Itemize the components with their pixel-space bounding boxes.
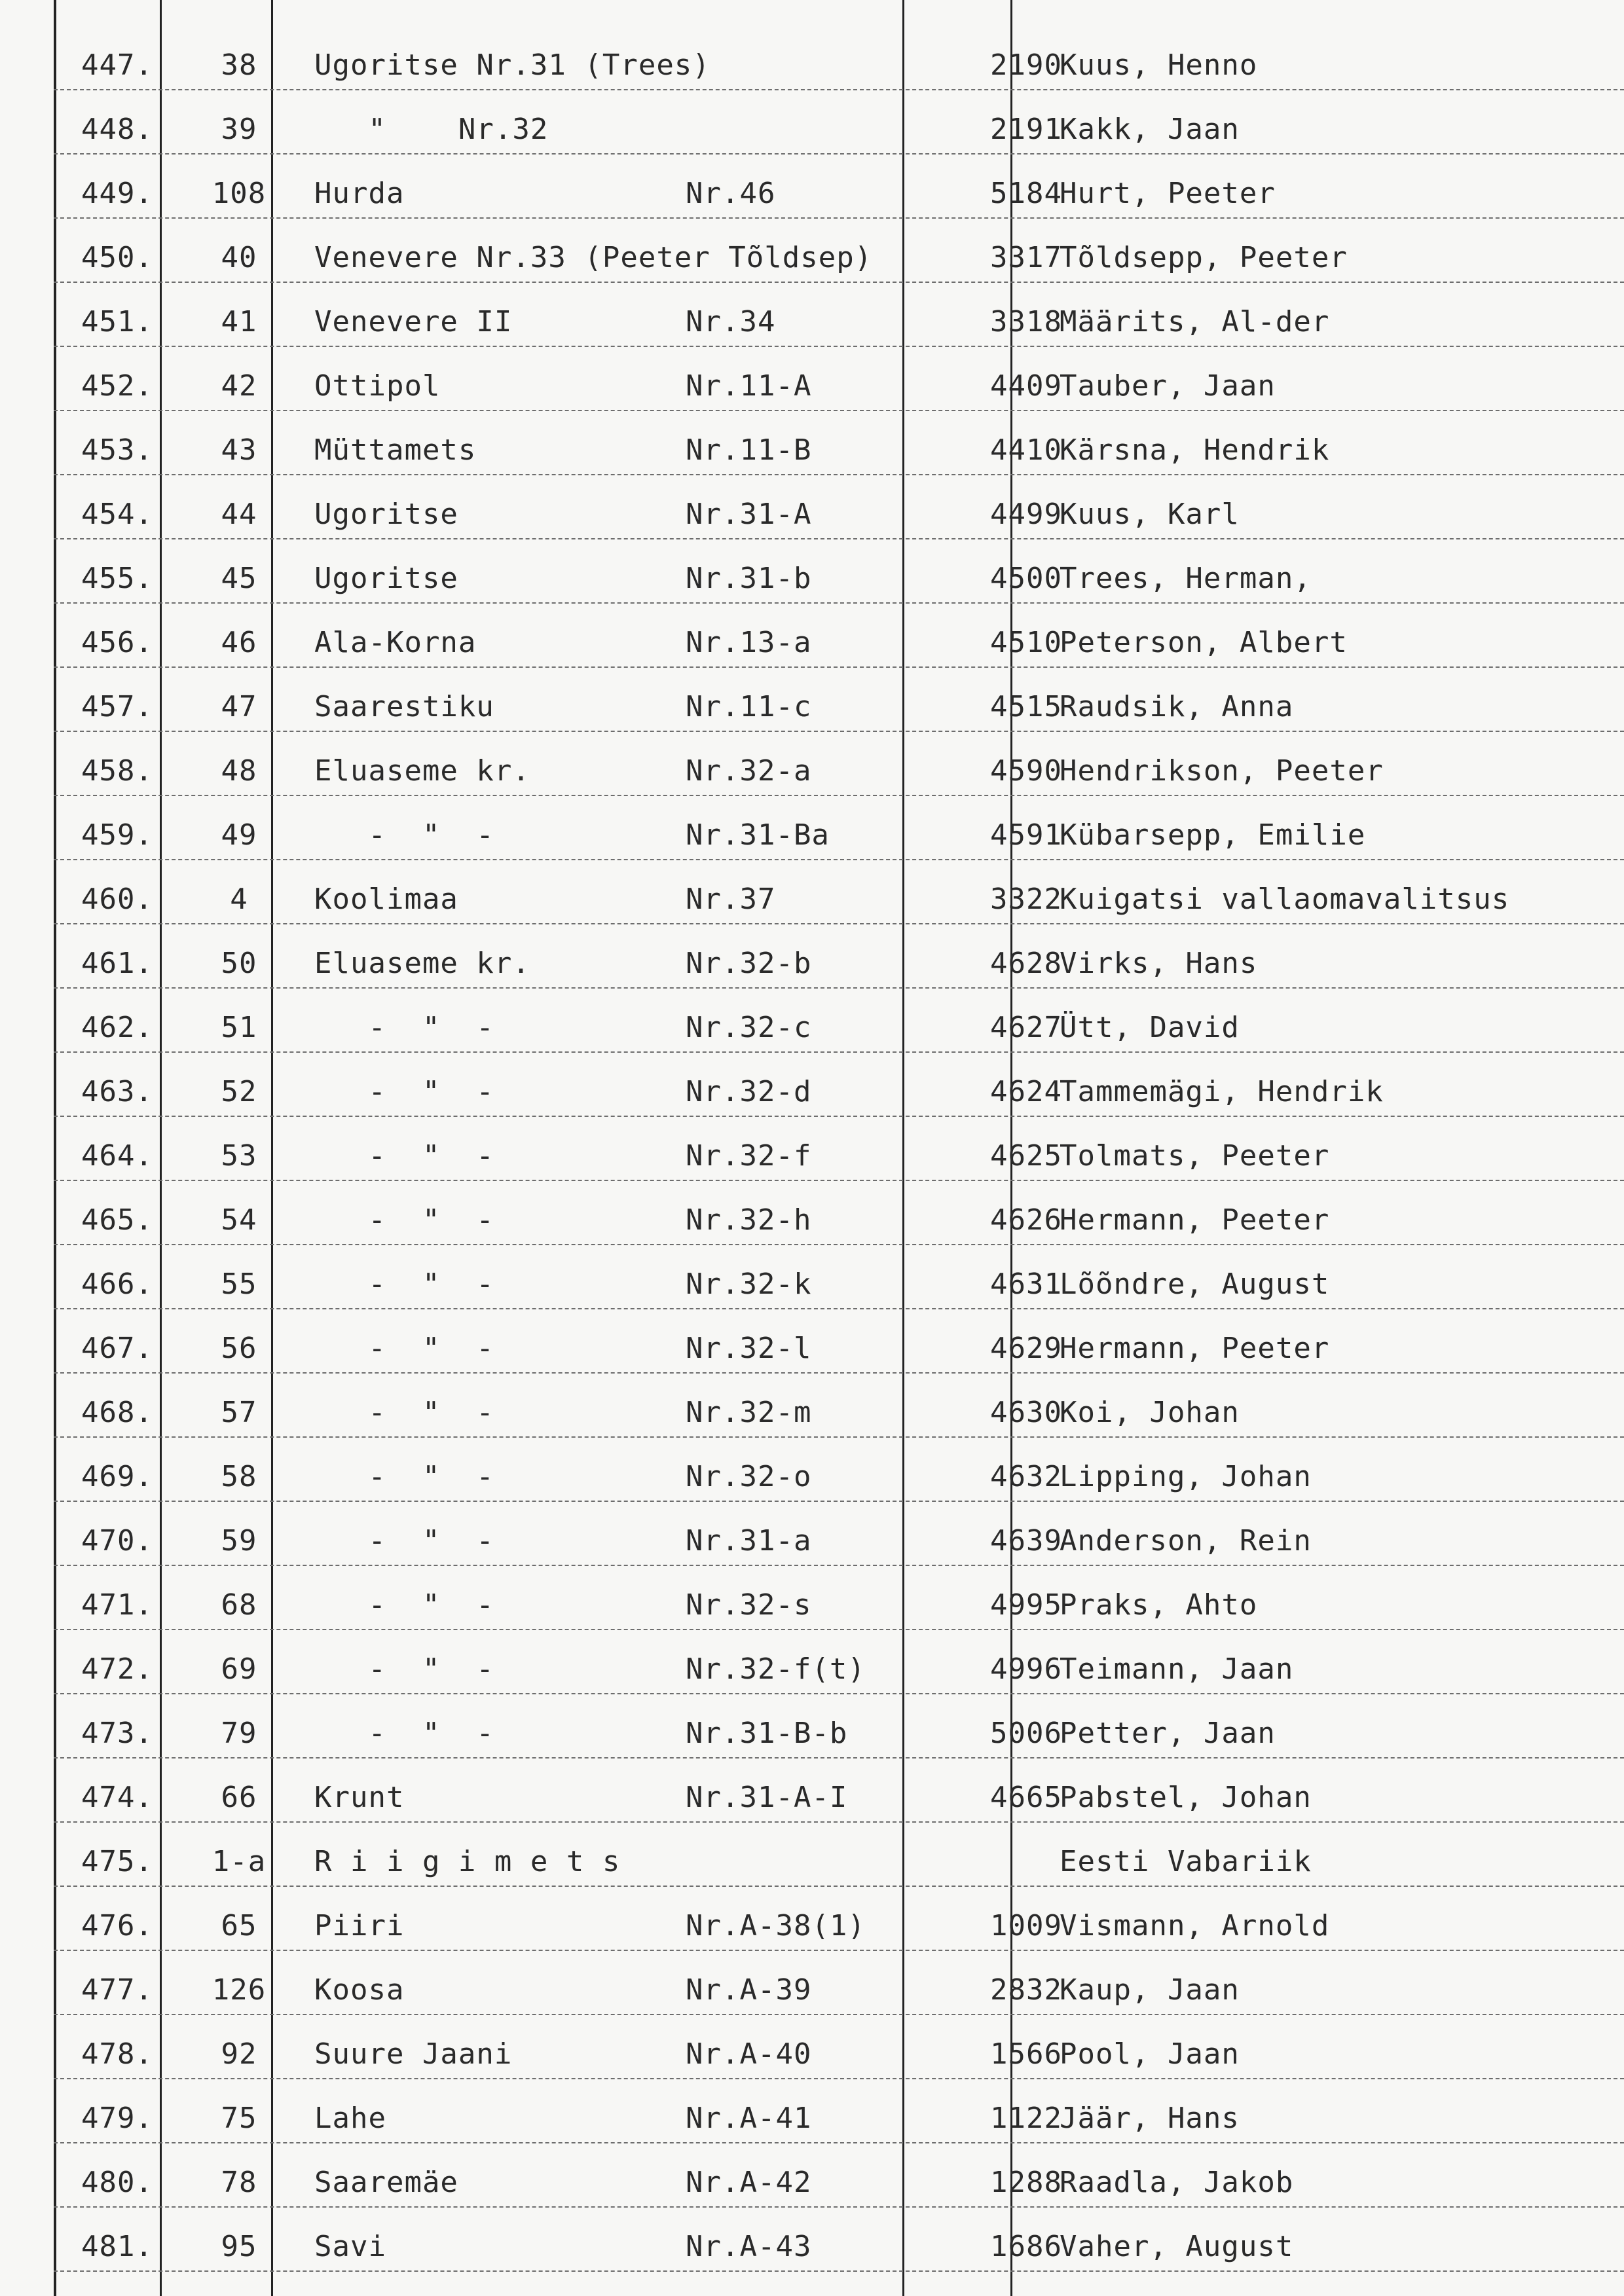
row-index-cell: 468. (81, 1396, 153, 1429)
parcel-number-cell: 78 (221, 2166, 257, 2199)
property-name-cell: - " - (314, 1011, 494, 1044)
table-row (54, 219, 1624, 283)
owner-name-cell: Teimann, Jaan (1060, 1652, 1294, 1686)
register-nr-cell: Nr.32-c (686, 1011, 812, 1044)
code-cell: 4996 (990, 1652, 1062, 1686)
owner-name-cell: Ütt, David (1060, 1011, 1240, 1044)
table-row (54, 2015, 1624, 2079)
property-name-cell: - " - (314, 1267, 494, 1301)
code-cell: 4625 (990, 1139, 1062, 1173)
register-nr-cell: Nr.37 (686, 883, 776, 916)
owner-name-cell: Kakk, Jaan (1060, 113, 1240, 146)
table-row (54, 1694, 1624, 1758)
row-index-cell: 458. (81, 754, 153, 788)
owner-name-cell: Lipping, Johan (1060, 1460, 1312, 1493)
register-nr-cell: Nr.31-Ba (686, 818, 830, 852)
property-name-cell: - " - (314, 1524, 494, 1558)
register-nr-cell: Nr.13-a (686, 626, 812, 659)
register-nr-cell: Nr.32-a (686, 754, 812, 788)
row-index-cell: 456. (81, 626, 153, 659)
property-name-cell: Koolimaa (314, 883, 458, 916)
code-cell: 4499 (990, 498, 1062, 531)
row-index-cell: 477. (81, 1973, 153, 2007)
table-row (54, 860, 1624, 924)
code-cell: 4590 (990, 754, 1062, 788)
table-row (54, 2079, 1624, 2143)
register-nr-cell: Nr.32-f (686, 1139, 812, 1173)
row-index-cell: 469. (81, 1460, 153, 1493)
table-row (54, 1245, 1624, 1309)
property-name-cell: Ugoritse (314, 498, 458, 531)
table-row (54, 1309, 1624, 1374)
owner-name-cell: Kuigatsi vallaomavalitsus (1060, 883, 1510, 916)
parcel-number-cell: 126 (212, 1973, 267, 2007)
row-index-cell: 464. (81, 1139, 153, 1173)
parcel-number-cell: 75 (221, 2102, 257, 2135)
owner-name-cell: Anderson, Rein (1060, 1524, 1312, 1558)
table-row (54, 2208, 1624, 2272)
register-table (54, 26, 1624, 2272)
code-cell: 4631 (990, 1267, 1062, 1301)
register-nr-cell: Nr.31-A-I (686, 1781, 848, 1814)
code-cell: 4632 (990, 1460, 1062, 1493)
owner-name-cell: Hendrikson, Peeter (1060, 754, 1384, 788)
parcel-number-cell: 49 (221, 818, 257, 852)
parcel-number-cell: 66 (221, 1781, 257, 1814)
table-row (54, 1951, 1624, 2015)
row-index-cell: 475. (81, 1845, 153, 1878)
row-index-cell: 481. (81, 2230, 153, 2263)
row-index-cell: 451. (81, 305, 153, 338)
row-index-cell: 463. (81, 1075, 153, 1108)
parcel-number-cell: 44 (221, 498, 257, 531)
parcel-number-cell: 41 (221, 305, 257, 338)
row-index-cell: 457. (81, 690, 153, 723)
register-nr-cell: Nr.32-b (686, 947, 812, 980)
table-row (54, 26, 1624, 90)
code-cell: 4510 (990, 626, 1062, 659)
register-nr-cell: Nr.32-o (686, 1460, 812, 1493)
owner-name-cell: Kübarsepp, Emilie (1060, 818, 1366, 852)
register-nr-cell: Nr.31-B-b (686, 1717, 848, 1750)
register-nr-cell: Nr.32-m (686, 1396, 812, 1429)
parcel-number-cell: 39 (221, 113, 257, 146)
register-nr-cell: Nr.31-A (686, 498, 812, 531)
owner-name-cell: Tolmats, Peeter (1060, 1139, 1330, 1173)
register-nr-cell: Nr.32-h (686, 1203, 812, 1237)
row-index-cell: 452. (81, 369, 153, 403)
table-row (54, 989, 1624, 1053)
property-name-cell: Saaremäe (314, 2166, 458, 2199)
register-nr-cell: Nr.A-40 (686, 2037, 812, 2071)
row-index-cell: 467. (81, 1332, 153, 1365)
table-row (54, 155, 1624, 219)
parcel-number-cell: 51 (221, 1011, 257, 1044)
property-name-cell: - " - (314, 1460, 494, 1493)
table-row (54, 347, 1624, 411)
property-name-cell: Koosa (314, 1973, 405, 2007)
register-nr-cell: Nr.A-38(1) (686, 1909, 866, 1942)
parcel-number-cell: 108 (212, 177, 267, 210)
owner-name-cell: Raudsik, Anna (1060, 690, 1294, 723)
property-name-cell: R i i g i m e t s (314, 1845, 621, 1878)
owner-name-cell: Tauber, Jaan (1060, 369, 1276, 403)
row-index-cell: 459. (81, 818, 153, 852)
property-name-cell: Piiri (314, 1909, 405, 1942)
code-cell: 1566 (990, 2037, 1062, 2071)
owner-name-cell: Vismann, Arnold (1060, 1909, 1330, 1942)
table-row (54, 1438, 1624, 1502)
register-nr-cell: Nr.31-b (686, 562, 812, 595)
register-nr-cell: Nr.31-a (686, 1524, 812, 1558)
row-index-cell: 462. (81, 1011, 153, 1044)
owner-name-cell: Hermann, Peeter (1060, 1332, 1330, 1365)
owner-name-cell: Kuus, Karl (1060, 498, 1240, 531)
code-cell: 1686 (990, 2230, 1062, 2263)
table-row (54, 475, 1624, 539)
parcel-number-cell: 79 (221, 1717, 257, 1750)
row-index-cell: 465. (81, 1203, 153, 1237)
owner-name-cell: Tõldsepp, Peeter (1060, 241, 1348, 274)
parcel-number-cell: 53 (221, 1139, 257, 1173)
row-index-cell: 478. (81, 2037, 153, 2071)
property-name-cell: Venevere II (314, 305, 513, 338)
property-name-cell: Eluaseme kr. (314, 754, 530, 788)
row-index-cell: 449. (81, 177, 153, 210)
code-cell: 2190 (990, 48, 1062, 82)
register-nr-cell: Nr.32-l (686, 1332, 812, 1365)
row-index-cell: 479. (81, 2102, 153, 2135)
parcel-number-cell: 46 (221, 626, 257, 659)
table-row (54, 1053, 1624, 1117)
property-name-cell: Ugoritse Nr.31 (Trees) (314, 48, 710, 82)
parcel-number-cell: 38 (221, 48, 257, 82)
owner-name-cell: Petter, Jaan (1060, 1717, 1276, 1750)
row-index-cell: 470. (81, 1524, 153, 1558)
parcel-number-cell: 50 (221, 947, 257, 980)
parcel-number-cell: 45 (221, 562, 257, 595)
table-row (54, 1887, 1624, 1951)
table-row (54, 668, 1624, 732)
table-row (54, 2143, 1624, 2208)
row-index-cell: 460. (81, 883, 153, 916)
table-row (54, 1502, 1624, 1566)
parcel-number-cell: 52 (221, 1075, 257, 1108)
owner-name-cell: Tammemägi, Hendrik (1060, 1075, 1384, 1108)
register-nr-cell: Nr.A-39 (686, 1973, 812, 2007)
row-index-cell: 447. (81, 48, 153, 82)
owner-name-cell: Määrits, Al-der (1060, 305, 1330, 338)
register-nr-cell: Nr.A-42 (686, 2166, 812, 2199)
parcel-number-cell: 4 (230, 883, 248, 916)
register-nr-cell: Nr.32-f(t) (686, 1652, 866, 1686)
owner-name-cell: Pabstel, Johan (1060, 1781, 1312, 1814)
row-index-cell: 454. (81, 498, 153, 531)
row-index-cell: 450. (81, 241, 153, 274)
code-cell: 3322 (990, 883, 1062, 916)
code-cell: 4665 (990, 1781, 1062, 1814)
table-row (54, 1758, 1624, 1823)
property-name-cell: Hurda (314, 177, 405, 210)
property-name-cell: " Nr.32 (314, 113, 549, 146)
table-row (54, 1117, 1624, 1181)
table-row (54, 411, 1624, 475)
owner-name-cell: Koi, Johan (1060, 1396, 1240, 1429)
code-cell: 4410 (990, 433, 1062, 467)
row-index-cell: 473. (81, 1717, 153, 1750)
owner-name-cell: Jäär, Hans (1060, 2102, 1240, 2135)
code-cell: 1009 (990, 1909, 1062, 1942)
table-row (54, 604, 1624, 668)
code-cell: 4639 (990, 1524, 1062, 1558)
code-cell: 3318 (990, 305, 1062, 338)
code-cell: 5184 (990, 177, 1062, 210)
table-row (54, 283, 1624, 347)
property-name-cell: - " - (314, 1396, 494, 1429)
code-cell: 4591 (990, 818, 1062, 852)
parcel-number-cell: 40 (221, 241, 257, 274)
owner-name-cell: Eesti Vabariik (1060, 1845, 1312, 1878)
code-cell: 3317 (990, 241, 1062, 274)
parcel-number-cell: 56 (221, 1332, 257, 1365)
table-row (54, 90, 1624, 155)
register-nr-cell: Nr.32-s (686, 1588, 812, 1622)
register-nr-cell: Nr.11-B (686, 433, 812, 467)
code-cell: 4628 (990, 947, 1062, 980)
table-row (54, 1374, 1624, 1438)
property-name-cell: Ottipol (314, 369, 441, 403)
parcel-number-cell: 43 (221, 433, 257, 467)
property-name-cell: Müttamets (314, 433, 477, 467)
code-cell: 2832 (990, 1973, 1062, 2007)
row-index-cell: 472. (81, 1652, 153, 1686)
code-cell: 5006 (990, 1717, 1062, 1750)
property-name-cell: Lahe (314, 2102, 386, 2135)
register-nr-cell: Nr.11-c (686, 690, 812, 723)
table-row (54, 924, 1624, 989)
property-name-cell: - " - (314, 1139, 494, 1173)
register-nr-cell: Nr.32-d (686, 1075, 812, 1108)
owner-name-cell: Kaup, Jaan (1060, 1973, 1240, 2007)
register-nr-cell: Nr.A-41 (686, 2102, 812, 2135)
parcel-number-cell: 1-a (212, 1845, 267, 1878)
owner-name-cell: Hurt, Peeter (1060, 177, 1276, 210)
owner-name-cell: Trees, Herman, (1060, 562, 1312, 595)
property-name-cell: - " - (314, 1652, 494, 1686)
code-cell: 2191 (990, 113, 1062, 146)
code-cell: 4630 (990, 1396, 1062, 1429)
parcel-number-cell: 54 (221, 1203, 257, 1237)
code-cell: 4500 (990, 562, 1062, 595)
code-cell: 4626 (990, 1203, 1062, 1237)
code-cell: 1122 (990, 2102, 1062, 2135)
code-cell: 4409 (990, 369, 1062, 403)
table-row (54, 539, 1624, 604)
row-index-cell: 455. (81, 562, 153, 595)
row-index-cell: 466. (81, 1267, 153, 1301)
table-row (54, 1823, 1624, 1887)
row-index-cell: 448. (81, 113, 153, 146)
owner-name-cell: Vaher, August (1060, 2230, 1294, 2263)
table-row (54, 732, 1624, 796)
owner-name-cell: Raadla, Jakob (1060, 2166, 1294, 2199)
parcel-number-cell: 55 (221, 1267, 257, 1301)
code-cell: 1288 (990, 2166, 1062, 2199)
register-nr-cell: Nr.32-k (686, 1267, 812, 1301)
property-name-cell: Eluaseme kr. (314, 947, 530, 980)
owner-name-cell: Pool, Jaan (1060, 2037, 1240, 2071)
owner-name-cell: Praks, Ahto (1060, 1588, 1258, 1622)
property-name-cell: Suure Jaani (314, 2037, 513, 2071)
parcel-number-cell: 92 (221, 2037, 257, 2071)
parcel-number-cell: 69 (221, 1652, 257, 1686)
parcel-number-cell: 48 (221, 754, 257, 788)
property-name-cell: Ala-Korna (314, 626, 477, 659)
code-cell: 4515 (990, 690, 1062, 723)
property-name-cell: Ugoritse (314, 562, 458, 595)
owner-name-cell: Kärsna, Hendrik (1060, 433, 1330, 467)
register-nr-cell: Nr.34 (686, 305, 776, 338)
register-nr-cell: Nr.A-43 (686, 2230, 812, 2263)
row-index-cell: 476. (81, 1909, 153, 1942)
parcel-number-cell: 95 (221, 2230, 257, 2263)
parcel-number-cell: 59 (221, 1524, 257, 1558)
row-index-cell: 480. (81, 2166, 153, 2199)
parcel-number-cell: 68 (221, 1588, 257, 1622)
parcel-number-cell: 57 (221, 1396, 257, 1429)
owner-name-cell: Peterson, Albert (1060, 626, 1348, 659)
parcel-number-cell: 47 (221, 690, 257, 723)
property-name-cell: - " - (314, 1717, 494, 1750)
property-name-cell: - " - (314, 1075, 494, 1108)
code-cell: 4627 (990, 1011, 1062, 1044)
parcel-number-cell: 65 (221, 1909, 257, 1942)
property-name-cell: - " - (314, 1332, 494, 1365)
row-index-cell: 471. (81, 1588, 153, 1622)
owner-name-cell: Lõõndre, August (1060, 1267, 1330, 1301)
property-name-cell: - " - (314, 1588, 494, 1622)
table-row (54, 796, 1624, 860)
property-name-cell: Saarestiku (314, 690, 494, 723)
table-row (54, 1181, 1624, 1245)
property-name-cell: Savi (314, 2230, 386, 2263)
table-row (54, 1630, 1624, 1694)
parcel-number-cell: 58 (221, 1460, 257, 1493)
table-row (54, 1566, 1624, 1630)
register-nr-cell: Nr.46 (686, 177, 776, 210)
register-nr-cell: Nr.11-A (686, 369, 812, 403)
property-name-cell: Venevere Nr.33 (Peeter Tõldsep) (314, 241, 873, 274)
owner-name-cell: Kuus, Henno (1060, 48, 1258, 82)
row-index-cell: 461. (81, 947, 153, 980)
property-name-cell: Krunt (314, 1781, 405, 1814)
code-cell: 4629 (990, 1332, 1062, 1365)
row-index-cell: 453. (81, 433, 153, 467)
code-cell: 4624 (990, 1075, 1062, 1108)
property-name-cell: - " - (314, 818, 494, 852)
owner-name-cell: Hermann, Peeter (1060, 1203, 1330, 1237)
parcel-number-cell: 42 (221, 369, 257, 403)
code-cell: 4995 (990, 1588, 1062, 1622)
row-index-cell: 474. (81, 1781, 153, 1814)
property-name-cell: - " - (314, 1203, 494, 1237)
owner-name-cell: Virks, Hans (1060, 947, 1258, 980)
